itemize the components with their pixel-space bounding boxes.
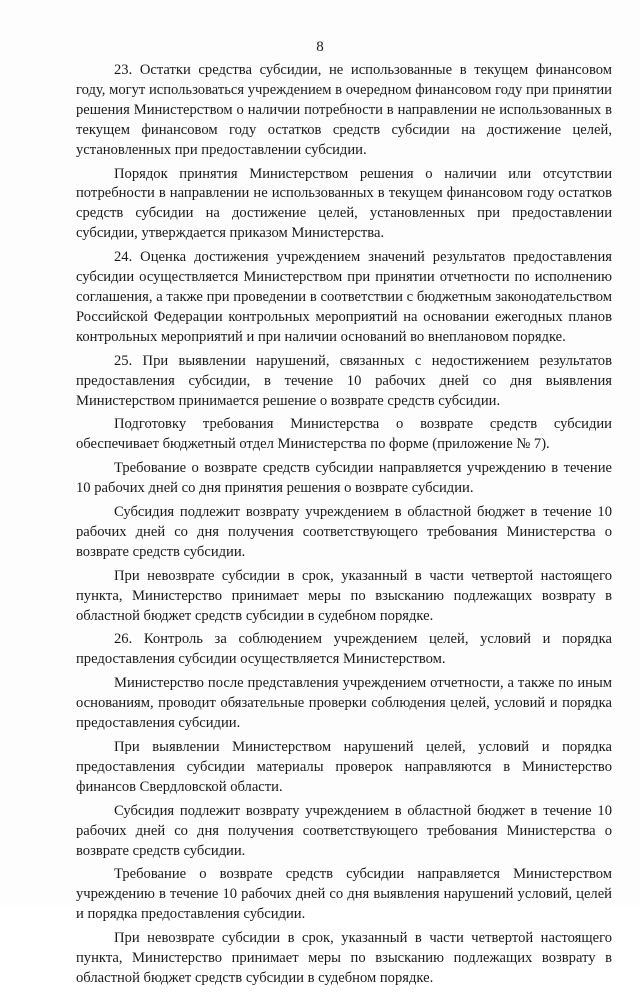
page-number: 8 (316, 39, 324, 55)
paragraph: При невозврате субсидии в срок, указанный в части четвертой настоящего пункта, Министерство принимает меры по взысканию подлежащих возврату в областной бюджет средств субсидии в судебном порядке. (76, 567, 612, 624)
paragraph-23: 23. Остатки средства субсидии, не использованные в текущем финансовом году, могут использоваться учреждением в очередном финансовом году при принятии решения Министерством о наличии потребности в направлении не использованных в текущем финансовом году остатков средств субсидии на достижение целей, установленных при предоставлении субсидии. (76, 62, 612, 158)
paragraph-25: 25. При выявлении нарушений, связанных с недостижением результатов предоставления субсидии, в течение 10 рабочих дней со дня выявления Министерством принимается решение о возврате средств субсидии. (76, 352, 612, 409)
paragraph: Требование о возврате средств субсидии направляется Министерством учреждению в течение 10 рабочих дней со дня выявления нарушений условий, целей и порядка предоставления субсидии. (76, 866, 612, 923)
paragraph: При невозврате субсидии в срок, указанный в части четвертой настоящего пункта, Министерство принимает меры по взысканию подлежащих возврату в областной бюджет средств субсидии в судебном порядке. (76, 930, 612, 986)
paragraph: Подготовку требования Министерства о возврате средств субсидии обеспечивает бюджетный отдел Министерства по форме (приложение № 7). (76, 416, 612, 453)
paragraph-26: 26. Контроль за соблюдением учреждением целей, условий и порядка предоставления субсидии осуществляется Министерством. (76, 631, 612, 668)
paragraph: Требование о возврате средств субсидии направляется учреждению в течение 10 рабочих дней со дня принятия решения о возврате субсидии. (76, 460, 612, 497)
paragraph: При выявлении Министерством нарушений целей, условий и порядка предоставления субсидии материалы проверок направляются в Министерство финансов Свердловской области. (76, 739, 612, 795)
paragraph: Субсидия подлежит возврату учреждением в областной бюджет в течение 10 рабочих дней со дня получения соответствующего требования Министерства о возврате средств субсидии. (76, 504, 612, 560)
paragraph: Министерство после представления учреждением отчетности, а также по иным основаниям, проводит обязательные проверки соблюдения целей, условий и порядка предоставления субсидии. (76, 675, 612, 732)
paragraph: Порядок принятия Министерством решения о наличии или отсутствии потребности в направлении не использованных в текущем финансовом году остатков средств субсидии на достижение целей, установленных при предоставлении субсидии, утверждается приказом Министерства. (76, 165, 612, 242)
paragraph-24: 24. Оценка достижения учреждением значений результатов предоставления субсидии осуществляется Министерством при принятии отчетности по исполнению соглашения, а также при проведении в соответствии с бюджетным законодательством Российской Федерации контрольных мероприятий на основании ежегодных планов контрольных мероприятий и при наличии оснований во внеплановом порядке. (76, 249, 612, 345)
document-body (76, 61, 612, 993)
paragraph: Субсидия подлежит возврату учреждением в областной бюджет в течение 10 рабочих дней со дня получения соответствующего требования Министерства о возврате средств субсидии. (76, 802, 612, 859)
